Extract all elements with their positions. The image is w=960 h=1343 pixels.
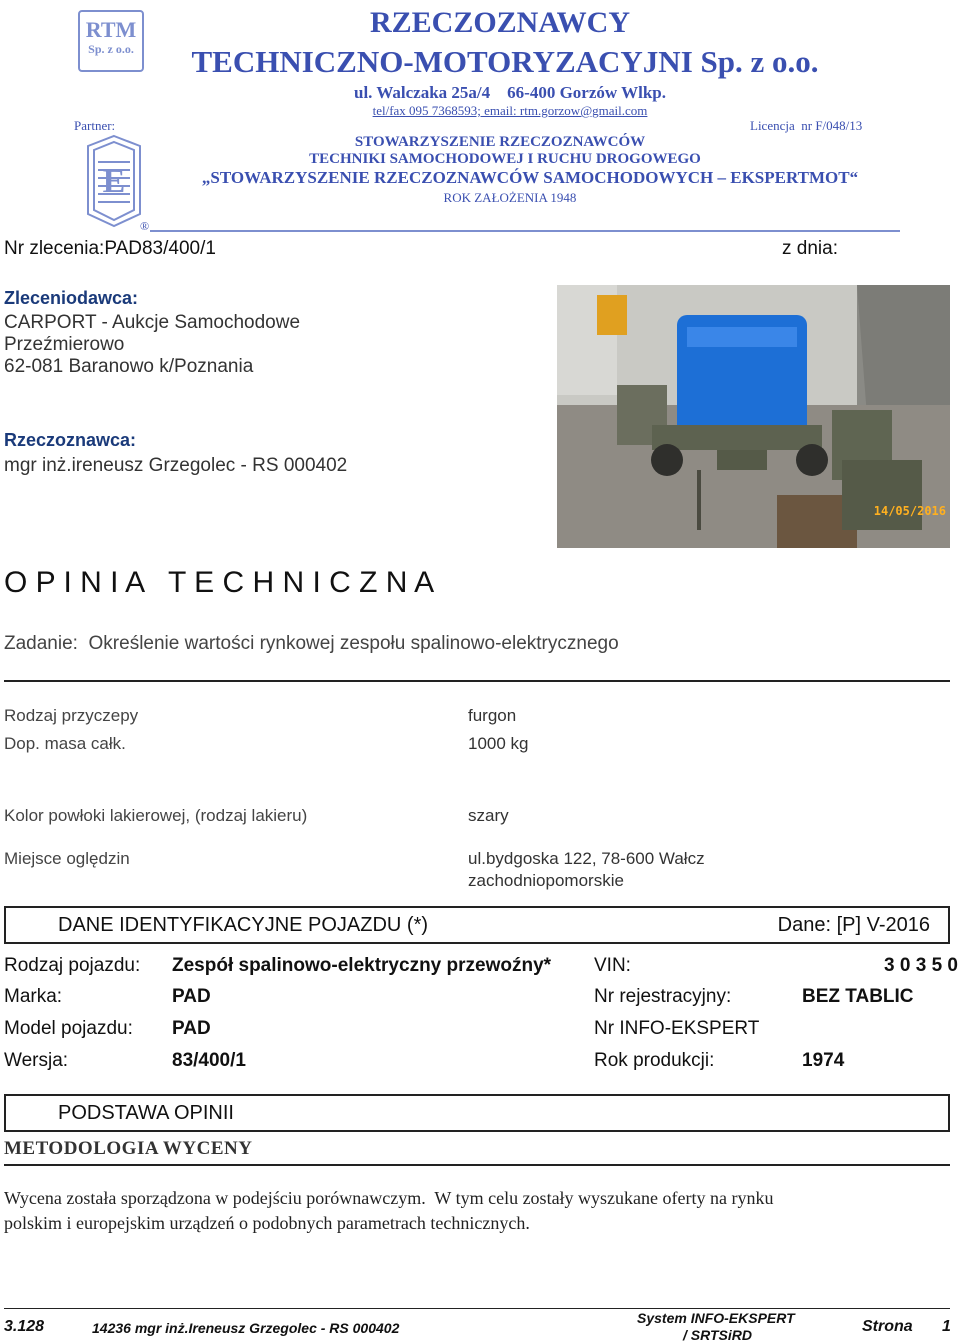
ident-heading: DANE IDENTYFIKACYJNE POJAZDU (*) xyxy=(58,914,429,936)
appraiser-name: mgr inż.ireneusz Grzegolec - RS 000402 xyxy=(4,455,348,476)
ident-version-label: Wersja: xyxy=(4,1050,69,1071)
ident-model-value: PAD xyxy=(172,1018,211,1039)
ident-model-label: Model pojazdu: xyxy=(4,1018,133,1039)
ident-row-make xyxy=(0,986,960,1010)
method-heading: METODOLOGIA WYCENY xyxy=(4,1138,253,1159)
method-text-line1: Wycena została sporządzona w podejściu porównawczym. W tym celu zostały wyszukane oferty na rynku xyxy=(4,1188,774,1208)
task xyxy=(4,633,619,655)
partner-label: Partner: xyxy=(74,118,116,133)
method-divider xyxy=(4,1164,950,1166)
order-date-label: z dnia: xyxy=(782,238,838,259)
spec-trailer-type-value: furgon xyxy=(468,706,517,725)
spec-location-region: zachodniopomorskie xyxy=(468,871,624,890)
spec-mass-value: 1000 kg xyxy=(468,734,529,753)
logo-rtm-sub: Sp. z o.o. xyxy=(88,42,134,56)
photo-date-stamp: 14/05/2016 xyxy=(873,504,946,518)
document-title: O P I N I A T E C H N I C Z N A xyxy=(4,566,435,599)
ident-make-value: PAD xyxy=(172,986,211,1007)
registered-mark: ® xyxy=(140,219,150,233)
method-text-line2: polskim i europejskim urządzeń o podobnych parametrach technicznych. xyxy=(4,1213,530,1233)
association-line3: „STOWARZYSZENIE RZECZOZNAWCÓW SAMOCHODOWYCH – EKSPERTMOT“ xyxy=(201,168,859,187)
ident-type-value: Zespół spalinowo-elektryczny przewoźny* xyxy=(172,955,552,976)
ident-version-value: 83/400/1 xyxy=(172,1050,246,1071)
basis-header-box xyxy=(4,1094,950,1132)
vehicle-photo xyxy=(557,285,950,548)
letterhead-divider xyxy=(150,230,900,232)
footer-system-line2: / SRTSiRD xyxy=(683,1327,752,1343)
title-divider xyxy=(4,680,950,682)
client-line1: CARPORT - Aukcje Samochodowe xyxy=(4,312,301,333)
ident-row-model xyxy=(0,1018,960,1042)
company-contact: tel/fax 095 7368593; email: rtm.gorzow@gmail.com xyxy=(372,103,648,118)
logo-rtm-text: RTM xyxy=(85,17,137,42)
footer-version: 3.128 xyxy=(4,1318,45,1335)
ident-data-source: Dane: [P] V-2016 xyxy=(777,914,930,936)
ident-row-type xyxy=(0,955,960,979)
association-line2: TECHNIKI SAMOCHODOWEJ I RUCHU DROGOWEGO xyxy=(309,151,701,167)
spec-mass-label: Dop. masa całk. xyxy=(4,734,126,753)
spec-location-value: ul.bydgoska 122, 78-600 Wałcz xyxy=(468,849,705,868)
client-line3: 62-081 Baranowo k/Poznania xyxy=(4,356,254,377)
order-number-value: PAD83/400/1 xyxy=(104,238,216,259)
client-heading: Zleceniodawca: xyxy=(4,288,139,308)
footer-author: 14236 mgr inż.Ireneusz Grzegolec - RS 000402 xyxy=(92,1320,400,1336)
ident-type-label: Rodzaj pojazdu: xyxy=(4,955,141,976)
ident-infoekspert-label: Nr INFO-EKSPERT xyxy=(594,1018,760,1039)
order-number-label: Nr zlecenia: xyxy=(4,238,105,259)
footer-page-number: 1 xyxy=(942,1318,951,1335)
spec-color-value: szary xyxy=(468,806,509,825)
order-number xyxy=(4,238,216,260)
svg-text:E: E xyxy=(102,163,126,200)
ident-make-label: Marka: xyxy=(4,986,63,1007)
client-line2: Przeźmierowo xyxy=(4,334,125,355)
ident-row-version xyxy=(0,1050,960,1074)
basis-heading: PODSTAWA OPINII xyxy=(58,1102,234,1124)
footer-page-label: Strona xyxy=(862,1318,913,1335)
license-number: Licencja nr F/048/13 xyxy=(750,118,863,133)
company-name-line2: TECHNICZNO-MOTORYZACYJNI Sp. z o.o. xyxy=(191,44,819,79)
association-line1: STOWARZYSZENIE RZECZOZNAWCÓW xyxy=(354,134,646,150)
ident-reg-value: BEZ TABLIC xyxy=(802,986,914,1007)
task-label: Zadanie: xyxy=(4,633,78,654)
footer-divider xyxy=(4,1308,950,1309)
ident-vin-value: 3 0 3 5 0 xyxy=(884,955,958,976)
footer-system-line1: System INFO-EKSPERT xyxy=(637,1310,795,1326)
spec-color-label: Kolor powłoki lakierowej, (rodzaj lakieru) xyxy=(4,806,308,825)
ident-reg-label: Nr rejestracyjny: xyxy=(594,986,732,1007)
company-name-line1: RZECZOZNAWCY xyxy=(369,6,631,39)
spec-location-label: Miejsce oględzin xyxy=(4,849,130,868)
company-address: ul. Walczaka 25a/4 66-400 Gorzów Wlkp. xyxy=(353,83,666,102)
ident-header-box xyxy=(4,906,950,944)
spec-trailer-type-label: Rodzaj przyczepy xyxy=(4,706,139,725)
task-value: Określenie wartości rynkowej zespołu spalinowo-elektrycznego xyxy=(88,633,619,654)
ident-vin-label: VIN: xyxy=(594,955,631,976)
founded-year: ROK ZAŁOŻENIA 1948 xyxy=(443,190,577,205)
ident-year-value: 1974 xyxy=(802,1050,845,1071)
appraiser-heading: Rzeczoznawca: xyxy=(4,430,137,450)
ident-year-label: Rok produkcji: xyxy=(594,1050,715,1071)
